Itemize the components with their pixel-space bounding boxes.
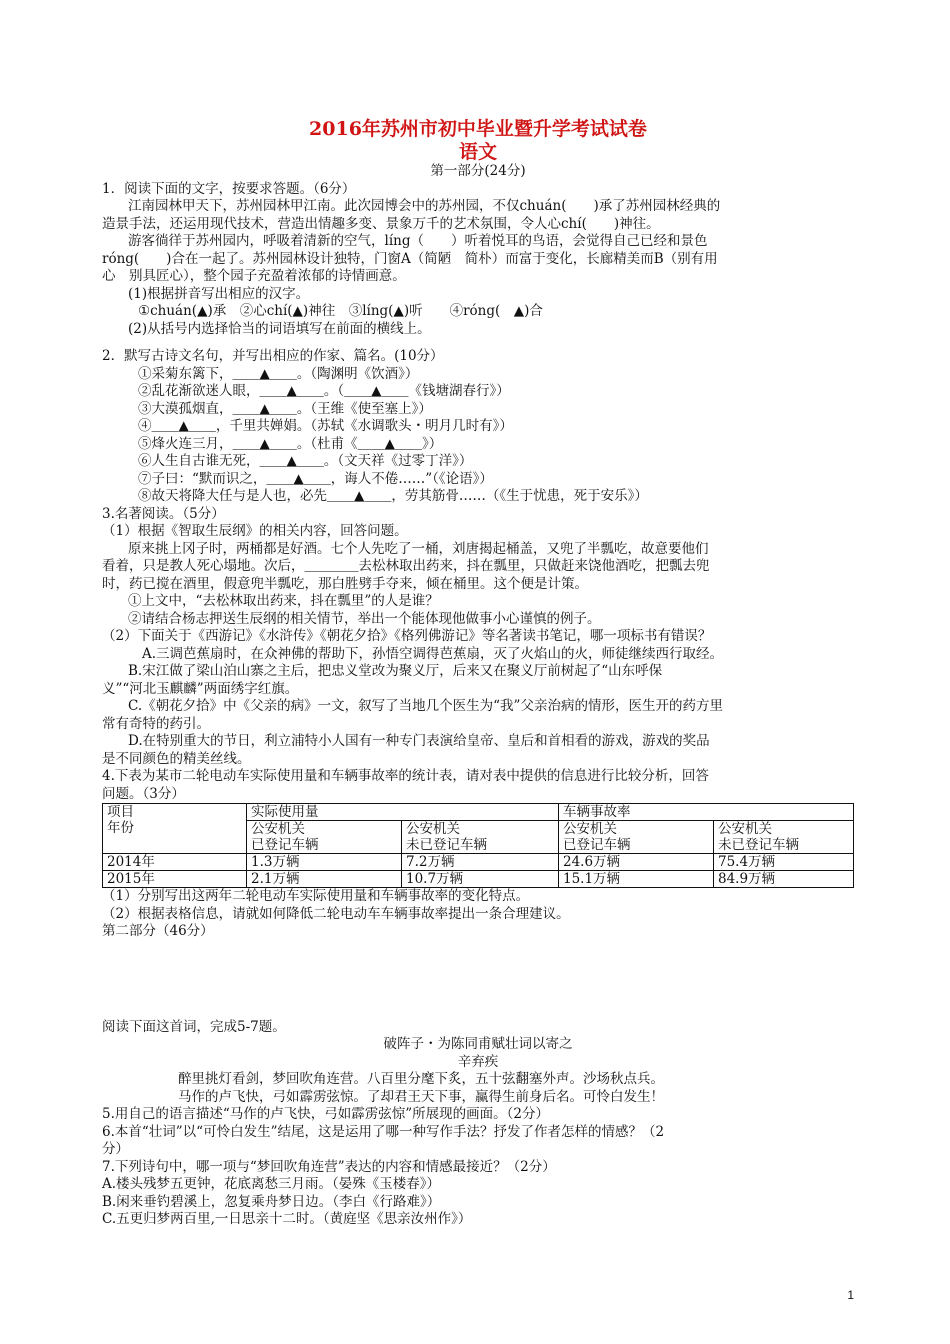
q3-option-a: A.三调芭蕉扇时，在众神佛的帮助下，孙悟空调得芭蕉扇，灭了火焰山的火，师徒继续西行取经。 [142,645,724,662]
table-header-year: 年份 [107,820,134,836]
q2-item: ①采菊东篱下，＿＿▲＿＿。（陶渊明《饮酒》） [138,365,419,382]
q3-question: ①上文中，“去松林取出药来，抖在瓢里”的人是谁？ [128,593,439,609]
q2-heading: 2．默写古诗文名句，并写出相应的作家、篇名。(10分） [102,348,444,364]
table-cell: 7.2万辆 [402,854,559,871]
q1-sub2: (2)从括号内选择恰当的词语填写在前面的横线上。 [128,320,431,337]
q2-item: ⑥人生自古谁无死，＿＿▲＿＿。（文天祥《过零丁洋》） [138,453,473,469]
col-label: 已登记车辆 [251,837,319,853]
table-row [103,854,854,871]
table-header-item: 项目 [107,804,134,820]
q3-passage-line: 看着，只是教人死心塌地。次后，＿＿＿＿去松林取出药来，抖在瓢里，只做赶来饶他酒吃，把瓢去兜 [102,558,710,574]
col-label: 公安机关 [563,821,617,837]
q3-option-d: D.在特别重大的节日，利立浦特小人国有一种专门表演给皇帝、皇后和首相看的游戏，游戏的奖品 [128,733,710,749]
exam-title: 2016年苏州市初中毕业暨升学考试试卷 [309,118,647,140]
q2-item: ③大漠孤烟直，＿＿▲＿＿。（王维《使至塞上》） [138,400,432,417]
table-cell: 2.1万辆 [247,871,402,888]
q1-heading: 1．阅读下面的文字，按要求答题。（6分） [102,180,356,197]
q7-option-b: B.闲来垂钓碧溪上，忽复乘舟梦日边。（李白《行路难》） [102,1193,441,1210]
part1-heading: 第一部分(24分) [430,163,526,179]
q2-item: ⑦子曰：“默而识之，＿＿▲＿＿，诲人不倦……”（《论语》） [138,470,493,487]
table-header-accident: 车辆事故率 [559,804,854,821]
q1-para-line: 造景手法，还运用现代技术，营造出情趣多变、景象万千的艺术氛围，令人心chí( )神往。 [102,215,660,232]
table-cell [714,821,854,854]
q3-heading: 3.名著阅读。（5分） [102,505,225,522]
q4-sub1: （1）分别写出这两年二轮电动车实际使用量和车辆事故率的变化特点。 [102,888,530,904]
col-label: 公安机关 [406,821,460,837]
table-cell: 1.3万辆 [247,854,402,871]
q3-option-c: C.《朝花夕拾》中《父亲的病》一文，叙写了当地几个医生为“我”父亲治病的情形，医生开的药方里 [128,698,723,714]
q7-option-a: A.楼头残梦五更钟，花底离愁三月雨。（晏殊《玉楼春》） [102,1176,441,1192]
table-cell [559,821,714,854]
q1-para-line: 江南园林甲天下，苏州园林甲江南。此次园博会中的苏州园，不仅chuán( )承了苏州园林经典的 [128,198,721,214]
q3-sub2: （2）下面关于《西游记》《水浒传》《朝花夕拾》《格列佛游记》等名著读书笔记，哪一项标书有错误？ [102,628,712,644]
part2-heading: 第二部分（46分） [102,923,214,939]
q7-option-c: C.五更归梦两百里,一日思亲十二时。（黄庭坚《思亲汝州作》） [102,1211,472,1227]
q3-sub1: （1）根据《智取生辰纲》的相关内容，回答问题。 [102,523,408,539]
stats-table [102,803,854,888]
col-label: 未已登记车辆 [718,837,799,853]
table-cell [247,821,402,854]
col-label: 未已登记车辆 [406,837,487,853]
exam-page [102,118,854,1229]
q3-passage-line: 时，药已搅在酒里，假意兜半瓢吃，那白胜劈手夺来，倾在桶里。这个便是计策。 [102,575,588,592]
table-cell: 2015年 [103,871,247,888]
q2-item: ⑤烽火连三月，＿＿▲＿＿。（杜甫《＿＿▲＿＿》） [138,435,443,452]
table-cell [402,821,559,854]
table-cell: 2014年 [103,854,247,871]
col-label: 已登记车辆 [563,837,631,853]
q2-item: ②乱花渐欲迷人眼，＿＿▲＿＿。（＿＿▲＿＿《钱塘湖春行》） [138,383,510,399]
q1-para-line: 游客徜徉于苏州园内，呼吸着清新的空气，líng（ ）听着悦耳的鸟语，会觉得自己已经和景色 [128,233,708,249]
q3-option-b: B.宋江做了梁山泊山寨之主后，把忠义堂改为聚义厅，后来又在聚义厅前树起了“山东呼保 [128,663,663,679]
table-header-usage: 实际使用量 [247,804,559,821]
poem-intro: 阅读下面这首词，完成5-7题。 [102,1018,286,1035]
table-row [103,871,854,888]
q4-heading-cont: 问题。（3分） [102,785,185,802]
q3-option-b-cont: 义”“河北玉麒麟”两面绣字红旗。 [102,680,299,697]
q6-cont: 分） [102,1141,129,1157]
q1-sub1: (1)根据拼音写出相应的汉字。 [128,285,310,302]
poem-title: 破阵子・为陈同甫赋壮词以寄之 [383,1036,573,1052]
poem-line: 马作的卢飞快，弓如霹雳弦惊。了却君王天下事，赢得生前身后名。可怜白发生！ [178,1088,664,1105]
table-cell: 24.6万辆 [559,854,714,871]
q4-sub2: （2）根据表格信息，请就如何降低二轮电动车车辆事故率提出一条合理建议。 [102,905,570,922]
poem-author: 辛弃疾 [457,1053,499,1070]
table-cell: 75.4万辆 [714,854,854,871]
q3-option-d-cont: 是不同颜色的精美丝线。 [102,750,251,767]
q4-heading: 4.下表为某市二轮电动车实际使用量和车辆事故率的统计表，请对表中提供的信息进行比较分析，回答 [102,768,709,784]
table-row [103,804,854,821]
poem-line: 醉里挑灯看剑，梦回吹角连营。八百里分麾下炙，五十弦翻塞外声。沙场秋点兵。 [178,1071,664,1087]
col-label: 公安机关 [251,821,305,837]
q2-item: ④＿＿▲＿＿，千里共婵娟。（苏轼《水调歌头・明月几时有》） [138,418,513,434]
table-cell: 15.1万辆 [559,871,714,888]
exam-subject: 语文 [458,141,497,163]
q2-item: ⑧故天将降大任与是人也，必先＿＿▲＿＿，劳其筋骨……（《生于忧患，死于安乐》） [138,488,648,504]
table-cell: 84.9万辆 [714,871,854,888]
q3-question: ②请结合杨志押送生辰纲的相关情节，举出一个能体现他做事小心谨慎的例子。 [128,610,601,627]
q5: 5.用自己的语言描述“马作的卢飞快，弓如霹雳弦惊”所展现的画面。（2分） [102,1106,550,1122]
page-number: 1 [847,1288,854,1302]
table-cell [103,804,247,854]
q1-para-line: 心 别具匠心），整个园子充盈着浓郁的诗情画意。 [102,268,406,284]
q7-heading: 7.下列诗句中，哪一项与“梦回吹角连营”表达的内容和情感最接近？（2分） [102,1158,556,1175]
q3-option-c-cont: 常有奇特的药引。 [102,715,210,732]
col-label: 公安机关 [718,821,772,837]
q1-para-line: róng( )合在一起了。苏州园林设计独特，门窗A（简陋 简朴）而富于变化，长廊精美而B（别有用 [102,250,718,267]
q6: 6.本首“壮词”以“可怜白发生”结尾，这是运用了哪一种写作手法？抒发了作者怎样的情感？（2 [102,1123,665,1140]
q3-passage-line: 原来挑上冈子时，两桶都是好酒。七个人先吃了一桶，刘唐揭起桶盖，又兜了半瓢吃，故意要他们 [128,540,709,557]
q1-sub1-options: ①chuán(▲)承 ②心chí(▲)神往 ③líng(▲)听 ④róng( ▲)合 [138,303,543,319]
table-cell: 10.7万辆 [402,871,559,888]
